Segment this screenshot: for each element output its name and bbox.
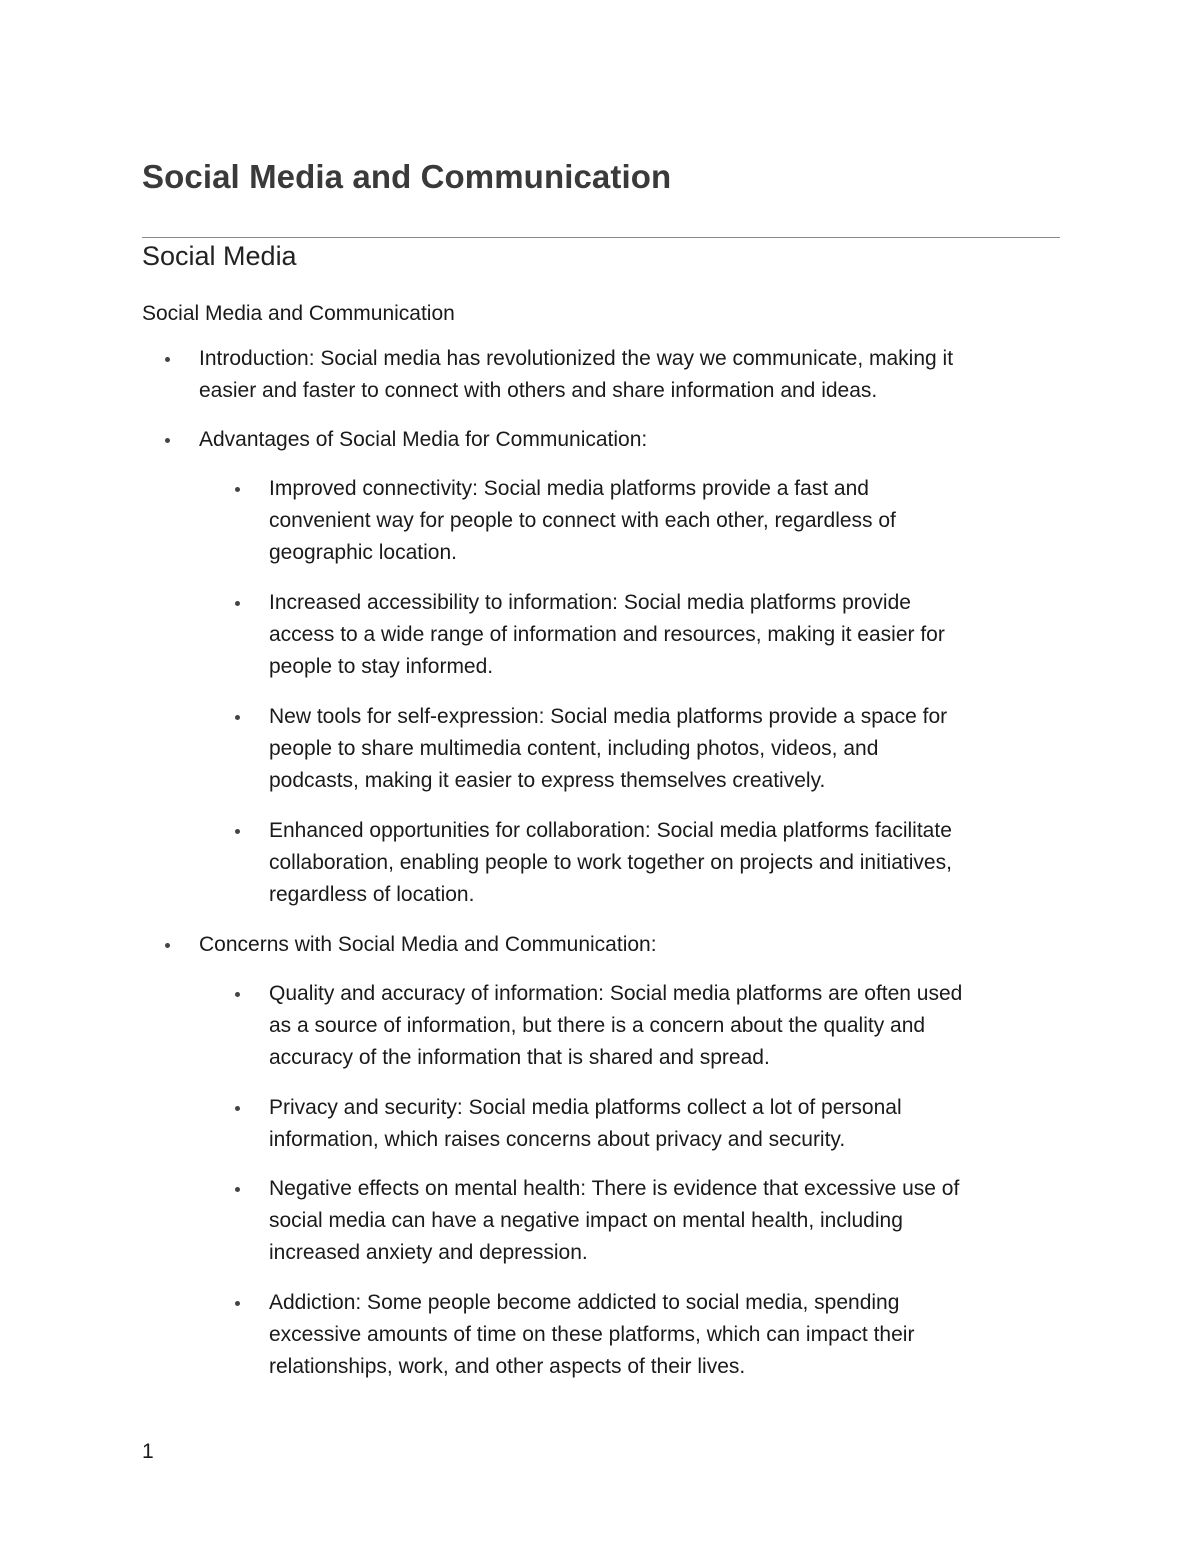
- list-item: [199, 424, 1079, 456]
- list-item-text: Increased accessibility to information: Social media platforms provide access to a wide range of information and resources, making it easier for people to stay informed.: [269, 591, 945, 678]
- list-item-text: Concerns with Social Media and Communication:: [199, 933, 657, 956]
- bullet-icon: [235, 715, 240, 720]
- title-divider: [142, 237, 1060, 238]
- list-item: [269, 978, 1089, 1074]
- list-item-text: Quality and accuracy of information: Social media platforms are often used as a source of information, but there is a concern about the quality and accuracy of the information that is shared and spread.: [269, 982, 963, 1069]
- list-item-text: New tools for self-expression: Social media platforms provide a space for people to share multimedia content, including photos, videos, and podcasts, making it easier to express themselves creatively.: [269, 705, 948, 792]
- bullet-icon: [165, 943, 170, 948]
- list-item-text: Negative effects on mental health: There is evidence that excessive use of social media can have a negative impact on mental health, including increased anxiety and depression.: [269, 1177, 960, 1264]
- list-item: [269, 1287, 1089, 1383]
- list-item: [269, 587, 1089, 683]
- bullet-icon: [165, 357, 170, 362]
- bullet-icon: [235, 992, 240, 997]
- document-title: Social Media and Communication: [142, 158, 672, 195]
- list-item: [199, 343, 1079, 407]
- list-item: [269, 1092, 1089, 1156]
- bullet-icon: [235, 601, 240, 606]
- bullet-icon: [235, 1106, 240, 1111]
- list-item-text: Privacy and security: Social media platforms collect a lot of personal information, which raises concerns about privacy and security.: [269, 1096, 902, 1151]
- bullet-icon: [235, 1301, 240, 1306]
- bullet-icon: [235, 829, 240, 834]
- bullet-icon: [235, 487, 240, 492]
- list-item-text: Introduction: Social media has revolutionized the way we communicate, making it easier and faster to connect with others and share information and ideas.: [199, 347, 954, 402]
- list-item: [269, 473, 1089, 569]
- section-heading: Social Media: [142, 241, 297, 271]
- list-item-text: Improved connectivity: Social media platforms provide a fast and convenient way for people to connect with each other, regardless of geographic location.: [269, 477, 896, 564]
- list-item: [269, 701, 1089, 797]
- bullet-icon: [165, 438, 170, 443]
- page-number: 1: [142, 1440, 154, 1463]
- list-item-text: Enhanced opportunities for collaboration: Social media platforms facilitate collaboration, enabling people to work together on projects and initiatives, regardless of location.: [269, 819, 952, 906]
- list-item-text: Addiction: Some people become addicted to social media, spending excessive amounts of time on these platforms, which can impact their relationships, work, and other aspects of their lives.: [269, 1291, 915, 1378]
- bullet-icon: [235, 1187, 240, 1192]
- list-item: [269, 815, 1089, 911]
- intro-line: Social Media and Communication: [142, 302, 455, 325]
- list-item-text: Advantages of Social Media for Communication:: [199, 428, 648, 451]
- list-item: [269, 1173, 1089, 1269]
- list-item: [199, 929, 1079, 961]
